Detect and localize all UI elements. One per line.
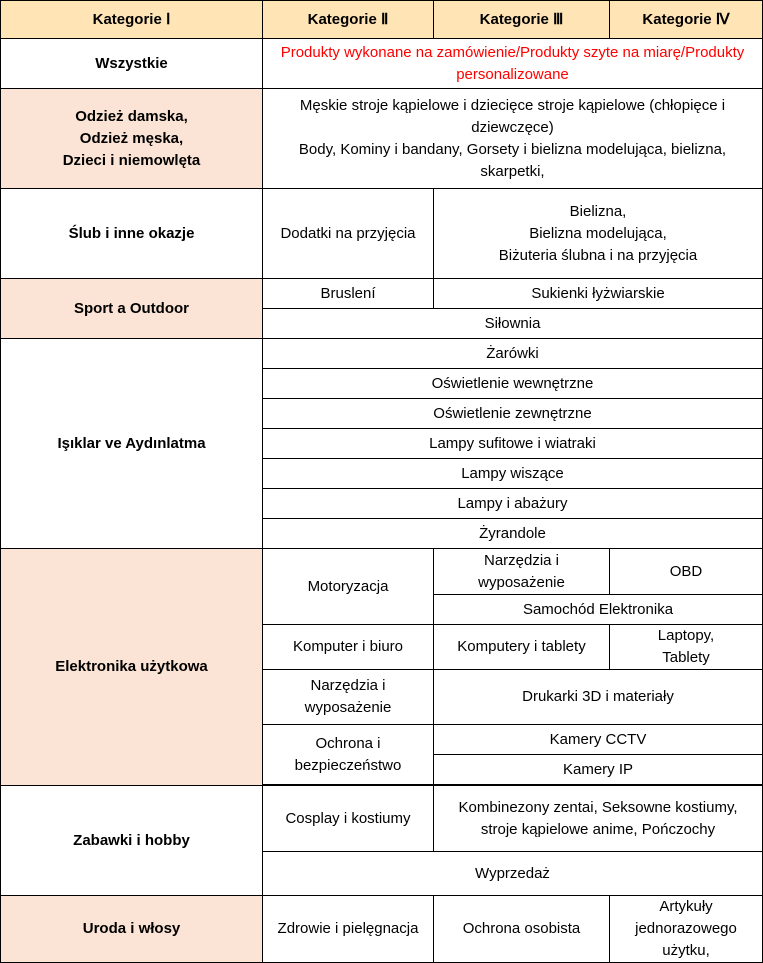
fashion-items (263, 89, 763, 189)
toys-cosplay: Cosplay i kostiumy (263, 786, 434, 852)
header-row (1, 1, 763, 39)
costumes-line-1: Kombinezony zentai, Seksowne kostiumy, (458, 798, 738, 816)
category-fashion (1, 89, 263, 189)
beauty-personal-protection: Ochrona osobista (434, 896, 610, 963)
toys-sale: Wyprzedaż (263, 852, 763, 896)
electronics-laptops-tablets (610, 625, 763, 670)
electronics-tools (263, 670, 434, 725)
lights-chandeliers: Żyrandole (263, 519, 763, 549)
row-electronics-1 (1, 549, 763, 595)
wedding-party-accessories: Dodatki na przyjęcia (263, 189, 434, 279)
category-electronics: Elektronika użytkowa (1, 549, 263, 786)
row-wedding (1, 189, 763, 279)
toys-costumes (434, 786, 763, 852)
electronics-auto-tools (434, 549, 610, 595)
header-cell-1: Kategorie Ⅰ (1, 1, 263, 39)
fashion-label-men: Odzież męska, (79, 129, 184, 147)
wedding-item-lingerie: Bielizna, (569, 202, 627, 220)
row-fashion (1, 89, 763, 189)
header-cell-3: Kategorie Ⅲ (434, 1, 610, 39)
wedding-item-shapewear: Bielizna modelująca, (529, 224, 667, 242)
disposables-line-2: jednorazowego (635, 920, 737, 937)
beauty-disposables (610, 896, 763, 963)
sport-skating-dresses: Sukienki łyżwiarskie (434, 279, 763, 309)
category-sport: Sport a Outdoor (1, 279, 263, 339)
electronics-computer-office: Komputer i biuro (263, 625, 434, 670)
laptops-line-1: Laptopy, (657, 627, 715, 644)
row-lights-1 (1, 339, 763, 369)
security-line-2: bezpieczeństwo (294, 756, 402, 774)
tools-line-2: wyposażenie (304, 699, 392, 716)
auto-tools-line-2: wyposażenie (478, 573, 565, 591)
auto-tools-line-1: Narzędzia i (483, 551, 560, 569)
wedding-items (434, 189, 763, 279)
beauty-health-care: Zdrowie i pielęgnacja (263, 896, 434, 963)
disposables-line-3: użytku, (662, 942, 710, 959)
electronics-security (263, 725, 434, 785)
electronics-3d-printers: Drukarki 3D i materiały (434, 670, 763, 725)
category-all: Wszystkie (1, 39, 263, 89)
category-lights: Işıklar ve Aydınlatma (1, 339, 263, 549)
header-cell-2: Kategorie Ⅱ (263, 1, 434, 39)
electronics-automotive: Motoryzacja (263, 549, 434, 625)
electronics-ip-cameras: Kamery IP (434, 755, 763, 785)
row-beauty (1, 896, 763, 963)
fashion-label-women: Odzież damska, (75, 107, 188, 125)
category-toys: Zabawki i hobby (1, 786, 263, 896)
sport-gym: Siłownia (263, 309, 763, 339)
fashion-label-kids: Dzieci i niemowlęta (62, 151, 201, 169)
electronics-car-electronics: Samochód Elektronika (434, 595, 763, 625)
laptops-line-2: Tablety (662, 649, 710, 666)
lights-pendant: Lampy wiszące (263, 459, 763, 489)
tools-line-1: Narzędzia i (310, 677, 386, 694)
row-sport (1, 279, 763, 309)
header-cell-4: Kategorie Ⅳ (610, 1, 763, 39)
lights-outdoor: Oświetlenie zewnętrzne (263, 399, 763, 429)
electronics-cctv: Kamery CCTV (434, 725, 763, 755)
electronics-computers-tablets: Komputery i tablety (434, 625, 610, 670)
category-beauty: Uroda i włosy (1, 896, 263, 963)
sport-skating: Bruslení (263, 279, 434, 309)
lights-ceiling-fans: Lampy sufitowe i wiatraki (263, 429, 763, 459)
costumes-line-2: stroje kąpielowe anime, Pończochy (480, 820, 716, 838)
security-line-1: Ochrona i (315, 734, 381, 752)
lights-lamps-shades: Lampy i abażury (263, 489, 763, 519)
electronics-obd: OBD (610, 549, 763, 595)
row-all (1, 39, 763, 89)
fashion-item-body: Body, Kominy i bandany, Gorsety i bielizna modelująca, bielizna, skarpetki, (298, 140, 727, 180)
lights-indoor: Oświetlenie wewnętrzne (263, 369, 763, 399)
category-wedding: Ślub i inne okazje (1, 189, 263, 279)
row-toys-1 (1, 786, 763, 852)
fashion-item-swimwear: Męskie stroje kąpielowe i dziecięce stroje kąpielowe (chłopięce i dziewczęce) (299, 96, 726, 136)
custom-products-note: Produkty wykonane na zamówienie/Produkty szyte na miarę/Produkty personalizowane (263, 39, 763, 89)
lights-bulbs: Żarówki (263, 339, 763, 369)
disposables-line-1: Artykuły (659, 898, 713, 915)
wedding-item-jewelry: Biżuteria ślubna i na przyjęcia (498, 246, 698, 264)
